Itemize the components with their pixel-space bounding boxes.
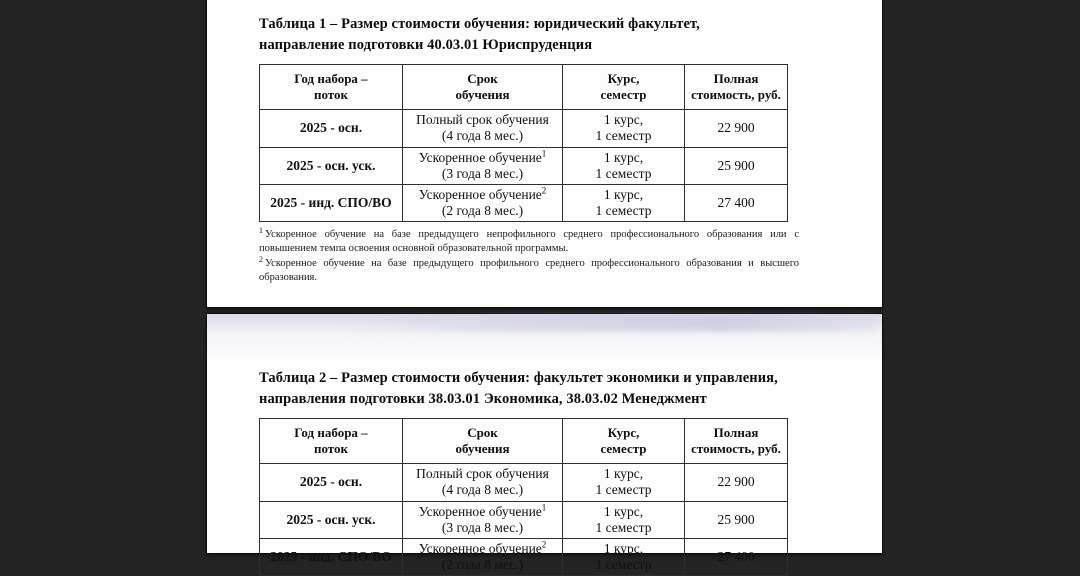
cell-study-term-line2: (3 года 8 мес.) (441, 165, 524, 181)
cell-course-semester (563, 538, 685, 575)
cell-full-cost: 25 900 (685, 147, 788, 184)
cell-course-line2: 1 семестр (595, 203, 652, 219)
cell-course-line2: 1 семестр (595, 557, 652, 573)
fee-table-1 (259, 64, 788, 222)
cell-course-line2: 1 семестр (595, 482, 652, 498)
cell-course-line1: 1 курс, (603, 466, 644, 482)
cell-study-term-line1 (406, 541, 559, 557)
footnote-number: 2 (259, 254, 263, 264)
column-header-line1: Срок (467, 425, 498, 441)
column-header-line2: стоимость, руб. (691, 87, 781, 103)
document-page-1 (207, 0, 882, 307)
cell-course-line2: 1 семестр (595, 128, 652, 144)
table-row (260, 110, 788, 147)
table-row (260, 501, 788, 538)
cell-course-semester (563, 110, 685, 147)
cell-study-term-line1 (406, 150, 559, 166)
cell-study-term-text: Ускоренное обучение (418, 503, 542, 519)
document-page-2 (207, 314, 882, 573)
cell-course-line1: 1 курс, (603, 186, 644, 202)
cell-course-line2: 1 семестр (595, 519, 652, 535)
column-header-line1: Год набора – (294, 425, 368, 441)
column-header-intake-year (260, 419, 403, 464)
cell-course-line1: 1 курс, (603, 112, 644, 128)
column-header-line1: Курс, (607, 425, 640, 441)
cell-intake-year: 2025 - осн. (260, 464, 403, 501)
cell-study-term (403, 501, 563, 538)
cell-course-line2: 1 семестр (595, 165, 652, 181)
cell-course-semester (563, 147, 685, 184)
cell-study-term-line2: (4 года 8 мес.) (441, 482, 524, 498)
column-header-course-semester (563, 65, 685, 110)
column-header-study-term (403, 419, 563, 464)
column-header-line1: Полная (713, 425, 759, 441)
table-header-row (260, 65, 788, 110)
footnote-marker: 1 (541, 148, 547, 159)
cell-full-cost: 22 900 (685, 110, 788, 147)
column-header-line2: стоимость, руб. (691, 441, 781, 457)
column-header-line2: обучения (455, 441, 510, 457)
table-row (260, 538, 788, 575)
cell-intake-year: 2025 - осн. уск. (260, 147, 403, 184)
page-title-1-line1: Таблица 1 – Размер стоимости обучения: юридический факультет, (259, 16, 700, 32)
footnote-marker: 1 (541, 502, 547, 513)
cell-study-term (403, 110, 563, 147)
cell-intake-year: 2025 - инд. СПО/ВО (260, 538, 403, 575)
column-header-line2: семестр (600, 441, 647, 457)
footnote-marker: 2 (541, 539, 547, 550)
footnote-marker: 2 (541, 185, 547, 196)
cell-full-cost: 25 900 (685, 501, 788, 538)
cell-course-line1: 1 курс, (603, 540, 644, 556)
column-header-full-cost (685, 65, 788, 110)
cell-study-term-text: Ускоренное обучение (418, 540, 542, 556)
footnotes-block (259, 225, 799, 285)
table-row (260, 184, 788, 221)
column-header-line1: Курс, (607, 71, 640, 87)
column-header-line1: Срок (467, 71, 498, 87)
footnote-2 (259, 254, 799, 285)
table-row (260, 464, 788, 501)
footnote-text: Ускоренное обучение на базе предыдущего профильного среднего профессионального образования и высшего образования. (259, 258, 799, 284)
cell-course-semester (563, 184, 685, 221)
cell-study-term-line1 (406, 187, 559, 203)
page-title-2-line1: Таблица 2 – Размер стоимости обучения: факультет экономики и управления, (259, 370, 778, 386)
cell-study-term-line2: (2 года 8 мес.) (441, 203, 524, 219)
column-header-full-cost (685, 419, 788, 464)
column-header-line2: поток (313, 87, 349, 103)
cell-intake-year: 2025 - осн. (260, 110, 403, 147)
column-header-study-term (403, 65, 563, 110)
table-header-row (260, 419, 788, 464)
column-header-line1: Год набора – (294, 71, 368, 87)
footnote-number: 1 (259, 225, 263, 235)
cell-intake-year: 2025 - осн. уск. (260, 501, 403, 538)
table-row (260, 147, 788, 184)
cell-course-semester (563, 501, 685, 538)
cell-study-term (403, 538, 563, 575)
cell-course-line1: 1 курс, (603, 149, 644, 165)
cell-study-term-line2: (2 года 8 мес.) (441, 557, 524, 573)
column-header-line2: поток (313, 441, 349, 457)
cell-study-term-line2: (3 года 8 мес.) (441, 519, 524, 535)
page-title-2-line2: направления подготовки 38.03.01 Экономика, 38.03.02 Менеджмент (259, 390, 707, 407)
cell-study-term-line2: (4 года 8 мес.) (441, 128, 524, 144)
cell-study-term-line1 (406, 466, 559, 482)
fee-table-2 (259, 418, 788, 576)
cell-study-term-text: Ускоренное обучение (418, 186, 542, 202)
cell-study-term-text: Полный срок обучения (416, 112, 549, 128)
page-title-2 (259, 368, 830, 409)
cell-course-line1: 1 курс, (603, 503, 644, 519)
cell-study-term-text: Полный срок обучения (416, 466, 549, 482)
cell-full-cost: 27 400 (685, 538, 788, 575)
cell-study-term-text: Ускоренное обучение (418, 149, 542, 165)
column-header-line2: семестр (600, 87, 647, 103)
cell-study-term-line1 (406, 504, 559, 520)
cell-course-semester (563, 464, 685, 501)
footnote-text: Ускоренное обучение на базе предыдущего непрофильного среднего профессионального образования или с повышением темпа освоения основной образовательной программы. (259, 229, 799, 255)
page-title-1 (259, 14, 830, 55)
column-header-line1: Полная (713, 71, 759, 87)
column-header-line2: обучения (455, 87, 510, 103)
cell-study-term (403, 184, 563, 221)
cell-study-term (403, 464, 563, 501)
footnote-1 (259, 225, 799, 256)
cell-study-term-line1 (406, 112, 559, 128)
page-title-1-line2: направление подготовки 40.03.01 Юриспруденция (259, 36, 593, 53)
cell-full-cost: 27 400 (685, 184, 788, 221)
cell-full-cost: 22 900 (685, 464, 788, 501)
column-header-intake-year (260, 65, 403, 110)
cell-study-term (403, 147, 563, 184)
cell-intake-year: 2025 - инд. СПО/ВО (260, 184, 403, 221)
column-header-course-semester (563, 419, 685, 464)
